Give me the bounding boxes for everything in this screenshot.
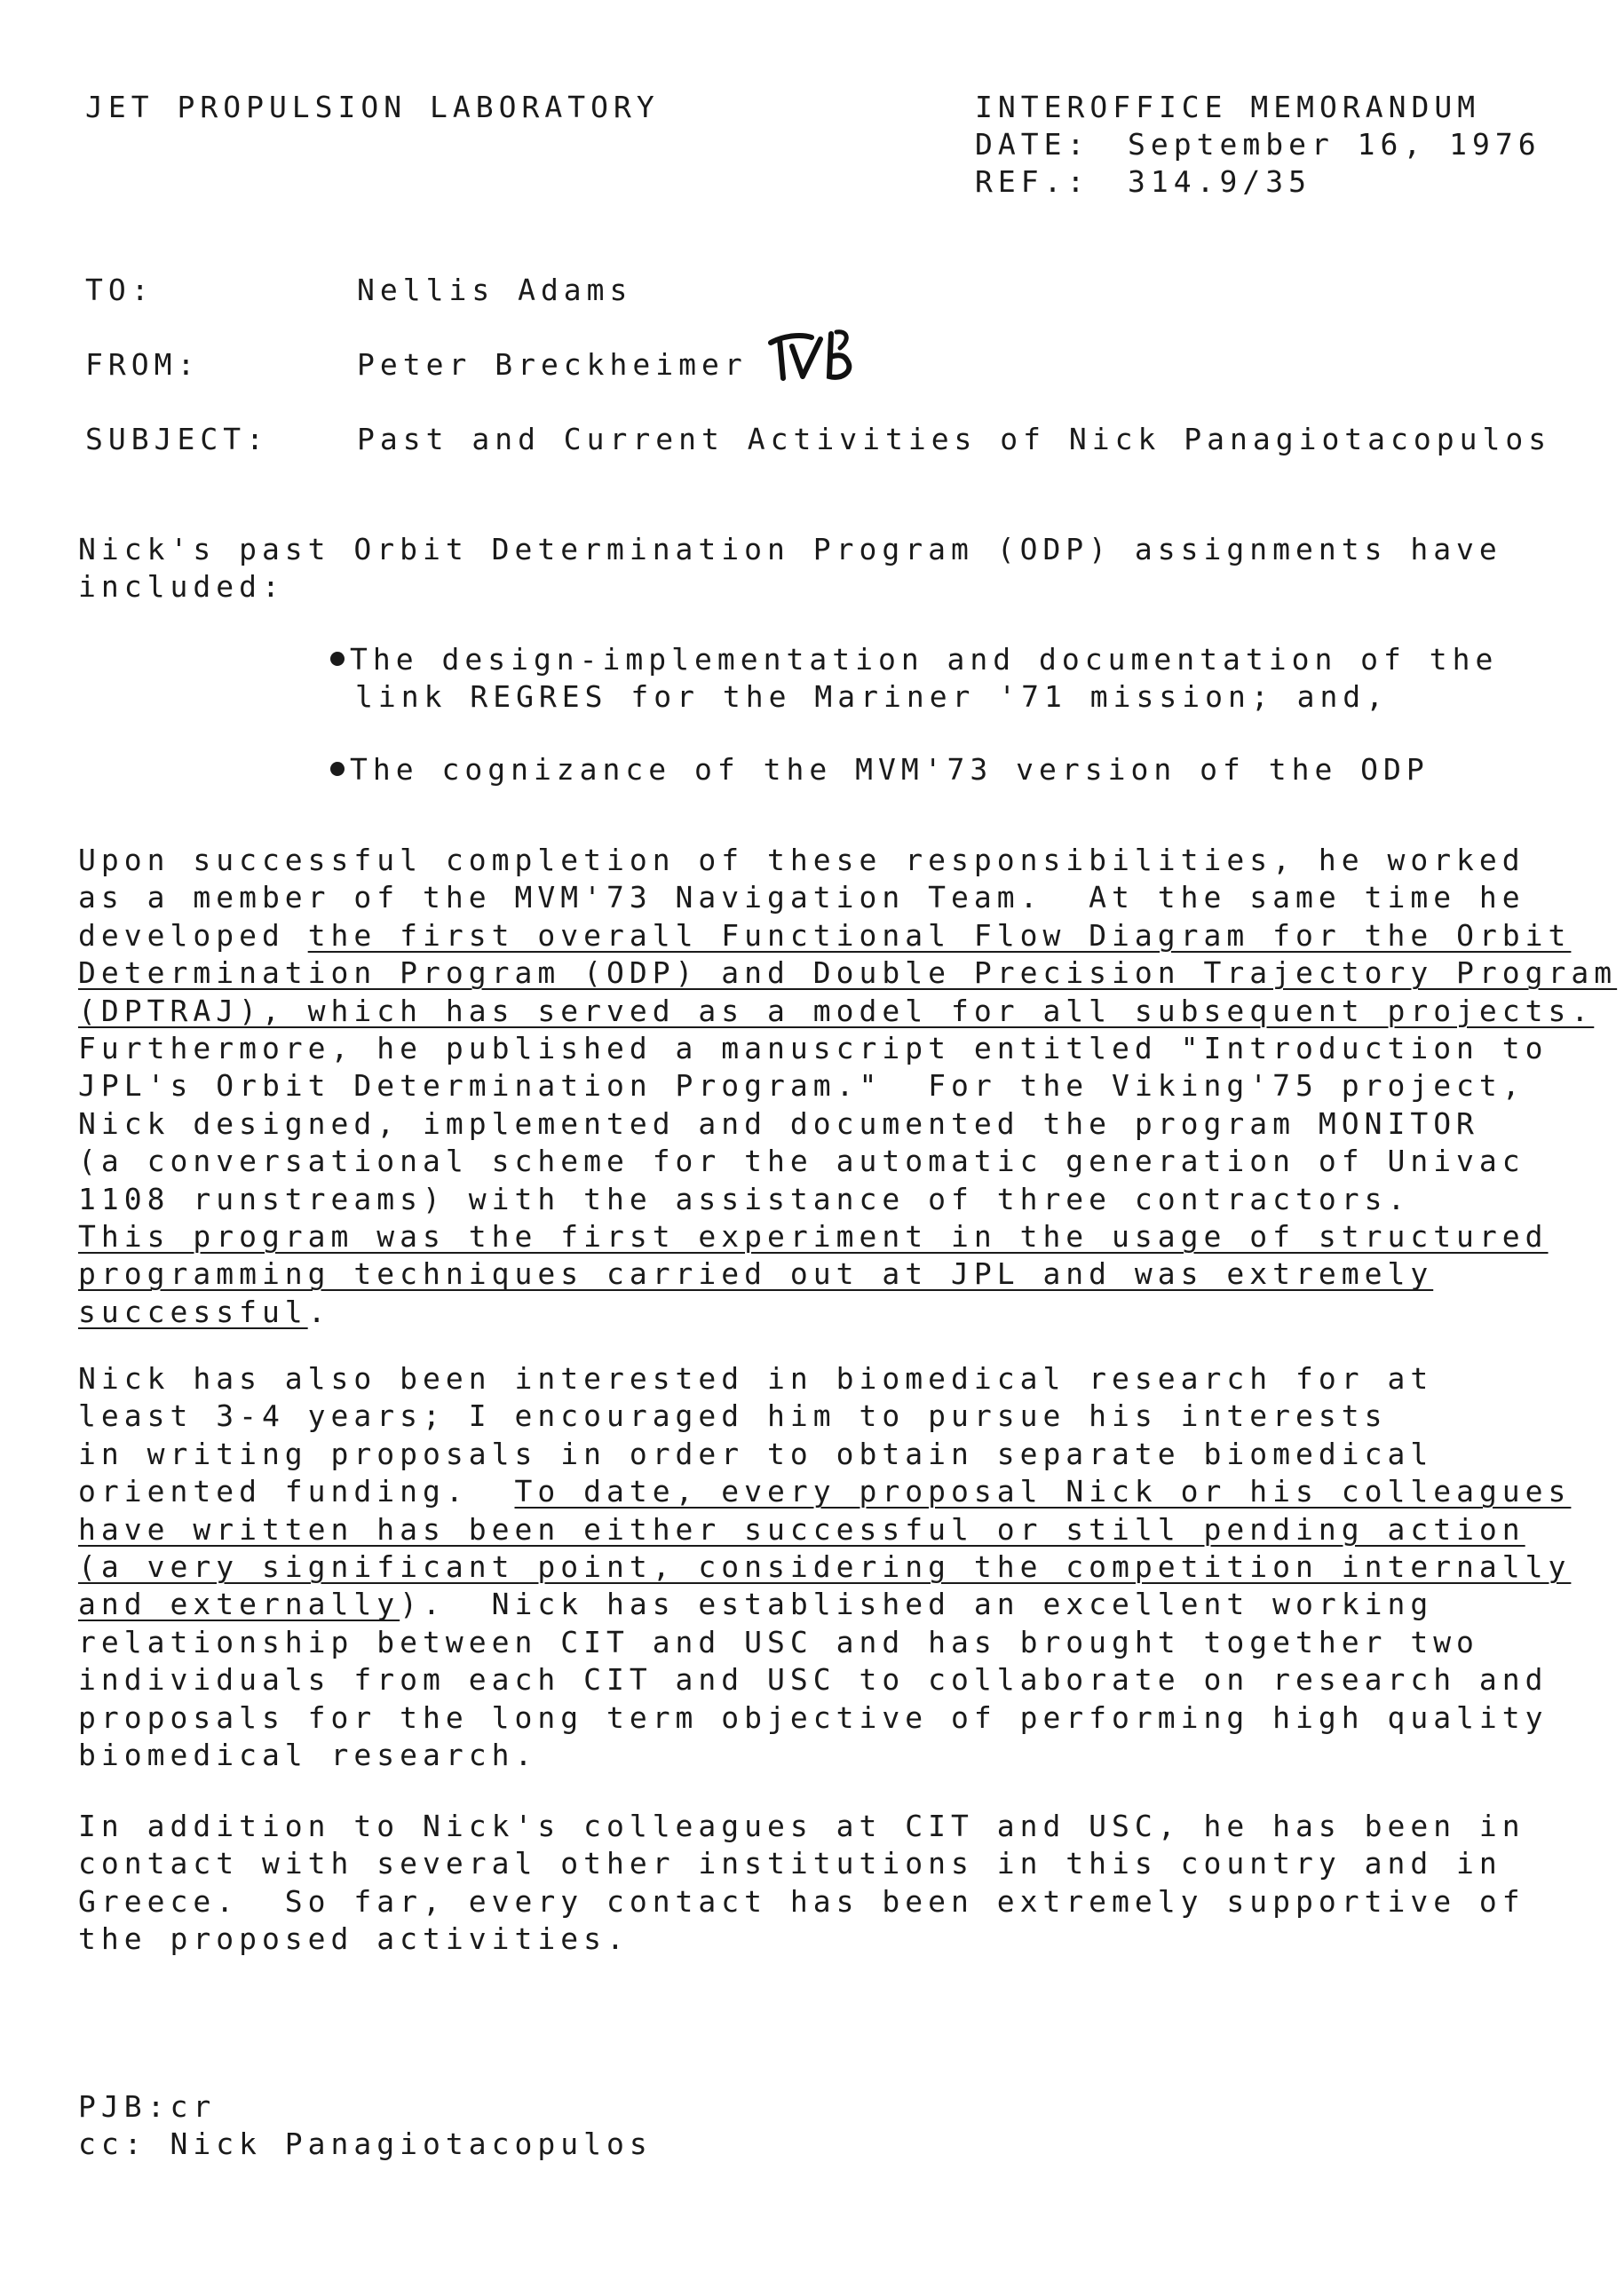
from-label: FROM: [85,347,201,382]
handwritten-initials [765,327,863,389]
underlined-text: To date, every proposal Nick or his colleagues [514,1474,1572,1509]
intro-paragraph [78,531,1596,606]
paragraph-line: In addition to Nick's colleagues at CIT and USC, he has been in [78,1809,1525,1843]
underlined-text: have written has been either successful or still pending action [78,1511,1525,1547]
paragraph-line: (a conversational scheme for the automatic generation of Univac [78,1144,1525,1179]
paragraph-line: least 3-4 years; I encouraged him to pursue his interests [78,1398,1388,1434]
underlined-text: (a very significant point, considering the competition internally [78,1549,1572,1585]
paragraph-line: Nick designed, implemented and documented the program MONITOR [78,1105,1479,1141]
paragraph-line: in writing proposals in order to obtain separate biomedical [78,1436,1434,1471]
paragraph-line: as a member of the MVM'73 Navigation Team. At the same time he [78,880,1525,915]
date-label: DATE: [975,127,1090,162]
intro-line: Nick's past Orbit Determination Program (ODP) assignments have [78,532,1502,566]
to-value: Nellis Adams [357,273,633,307]
underlined-text: successful [78,1294,308,1329]
bullet-item [330,641,1498,716]
subject-value: Past and Current Activities of Nick Panagiotacopulos [357,422,1552,456]
line-text: ). Nick has established an excellent working [400,1587,1434,1622]
paragraph-line: biomedical research. [78,1738,538,1773]
paragraph-line [78,1586,1596,1623]
ref-label: REF.: [975,164,1090,199]
line-text: developed [78,917,308,953]
intro-line: included: [78,569,285,605]
paragraph-line [78,917,1596,954]
memo-type: INTEROFFICE MEMORANDUM [975,90,1481,124]
paragraph-3 [78,1808,1596,1959]
underlined-text: programming techniques carried out at JPL and was extremely [78,1256,1434,1292]
paragraph-2 [78,1360,1596,1774]
paragraph-1 [78,842,1618,1331]
paragraph-line: relationship between CIT and USC and has brought together two [78,1624,1479,1659]
paragraph-line: the proposed activities. [78,1921,630,1957]
bullet-dot [330,652,345,666]
paragraph-line: Nick has also been interested in biomedical research for at [78,1361,1434,1396]
ref-value: 314.9/35 [1128,164,1311,199]
org-name: JET PROPULSION LABORATORY [85,90,660,124]
line-text: oriented funding. [78,1474,515,1509]
bullet-text: link REGRES for the Mariner '71 mission; and, [355,679,1390,714]
paragraph-line: JPL's Orbit Determination Program." For the Viking'75 project, [78,1068,1525,1104]
bullet-dot [330,762,345,776]
paragraph-line: contact with several other institutions in this country and in [78,1846,1502,1881]
paragraph-line: individuals from each CIT and USC to collaborate on research and [78,1662,1549,1698]
underlined-text: This program was the first experiment in the usage of structured [78,1219,1549,1255]
underlined-text: and externally [78,1587,400,1622]
underlined-text: (DPTRAJ), which has served as a model for all subsequent projects. [78,993,1595,1028]
paragraph-line: Furthermore, he published a manuscript entitled "Introduction to [78,1031,1549,1066]
paragraph-line: Greece. So far, every contact has been extremely supportive of [78,1883,1525,1919]
bullet-text: The design-implementation and documentation of the [350,642,1499,677]
bullet-text: The cognizance of the MVM'73 version of the ODP [350,752,1430,787]
bullet-item [330,751,1430,788]
line-text: . [307,1294,331,1329]
date-value: September 16, 1976 [1128,127,1541,162]
typist-initials: PJB:cr [78,2089,217,2124]
paragraph-line [78,1473,1596,1510]
underlined-text: the first overall Functional Flow Diagram for the Orbit [307,917,1572,953]
paragraph-line: 1108 runstreams) with the assistance of three contractors. [78,1181,1411,1216]
paragraph-line [78,1294,1596,1331]
to-label: TO: [85,273,154,307]
underlined-text: Determination Program (ODP) and Double Precision Trajectory Program [78,955,1618,991]
from-value: Peter Breckheimer [357,347,748,382]
paragraph-line: proposals for the long term objective of performing high quality [78,1699,1549,1735]
subject-label: SUBJECT: [85,422,269,456]
cc-line: cc: Nick Panagiotacopulos [78,2126,653,2161]
paragraph-line: Upon successful completion of these responsibilities, he worked [78,843,1525,877]
